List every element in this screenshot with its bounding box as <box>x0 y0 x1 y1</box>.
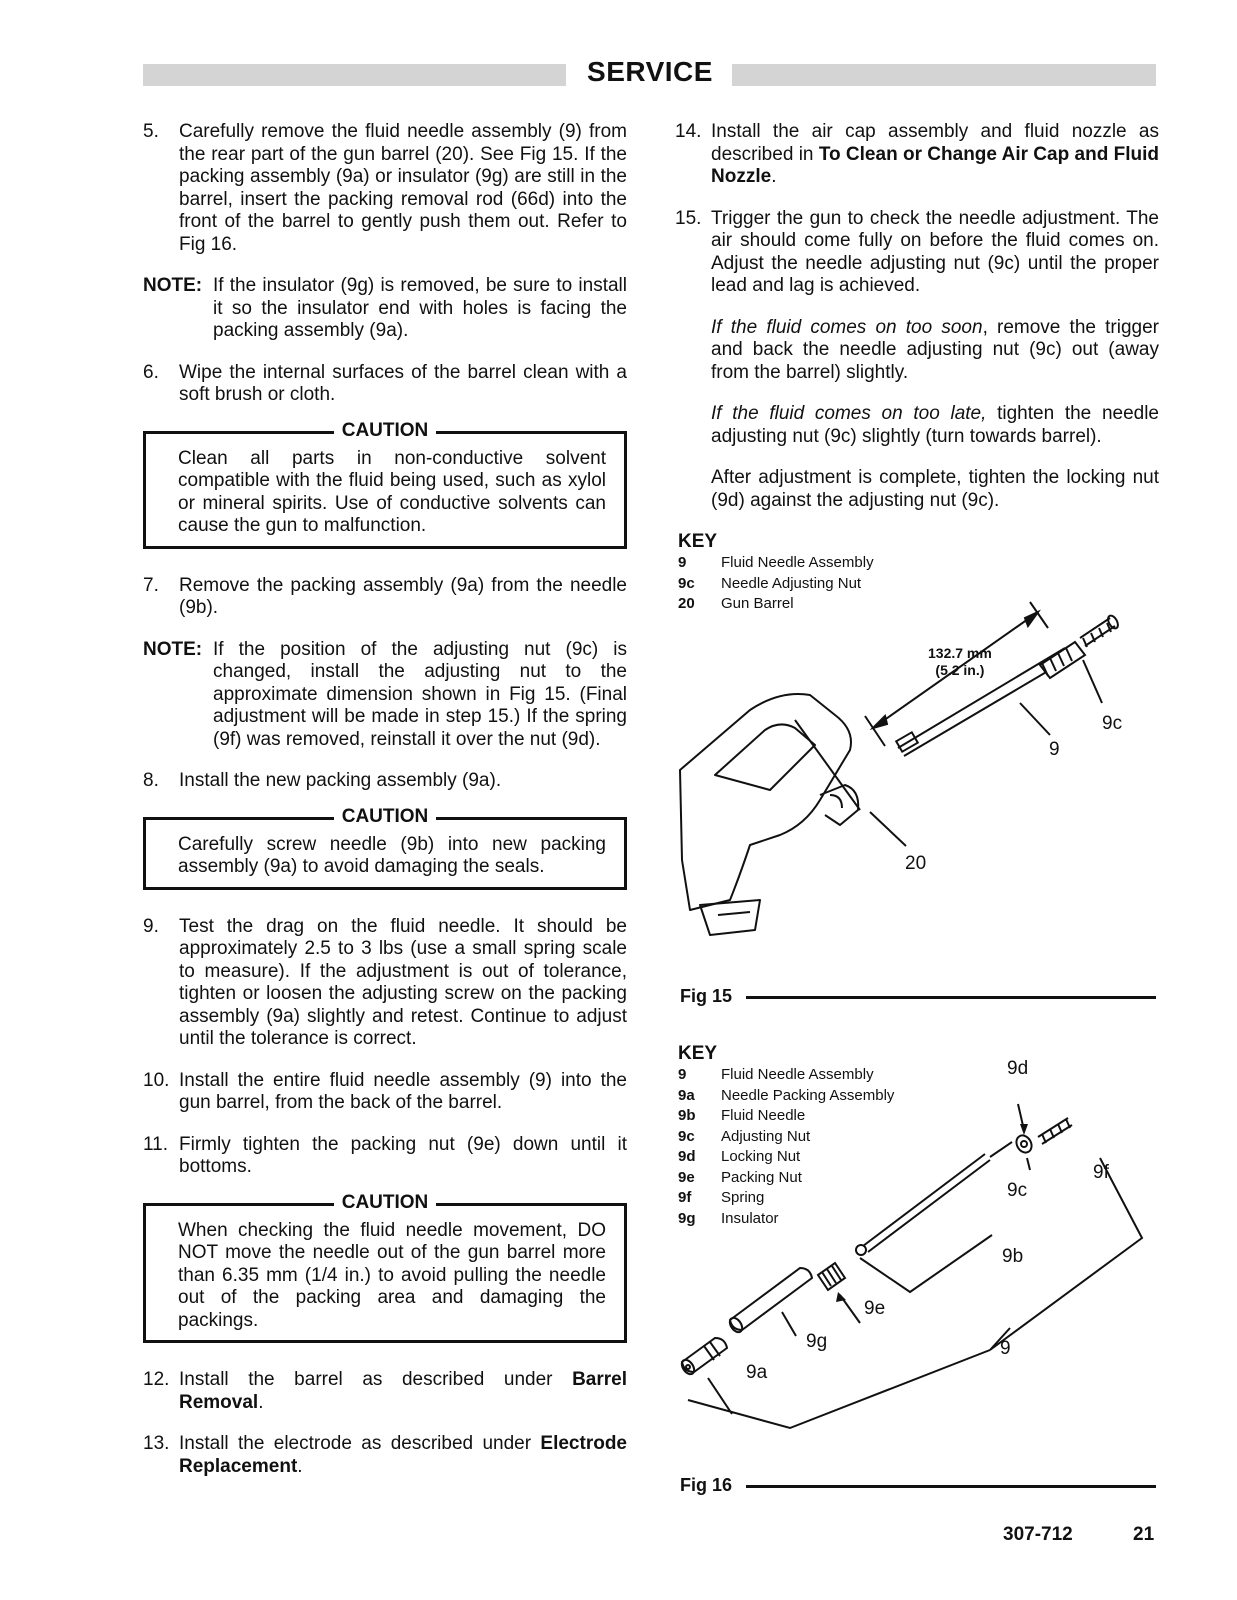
note-label: NOTE: <box>143 275 203 296</box>
step-9 <box>143 916 627 1051</box>
step-number: 15. <box>675 207 702 229</box>
key-row: 9 Fluid Needle Assembly <box>678 554 874 571</box>
fig15-callout-9c: 9c <box>1102 713 1123 734</box>
note-2 <box>143 639 627 752</box>
page-title: SERVICE <box>587 56 713 87</box>
step-13 <box>143 1433 627 1478</box>
section-reference: To Clean or Change Air Cap and Fluid Nozzle <box>711 143 1159 187</box>
right-column <box>675 121 1159 531</box>
key-row: 20 Gun Barrel <box>678 595 794 612</box>
caution-label: CAUTION <box>334 806 437 827</box>
caution-text: Clean all parts in non-conductive solvent compatible with the fluid being used, such as xylol or mineral spirits. Use of conductive solvents can cause the gun to malfunction. <box>178 447 606 536</box>
step-number: 9. <box>143 915 159 937</box>
step-number: 8. <box>143 770 159 791</box>
section-reference: Barrel Removal <box>179 1369 627 1413</box>
step-text: Install the barrel as described under Barrel Removal. <box>179 1369 627 1413</box>
step-text: Carefully remove the fluid needle assembly (9) from the rear part of the gun barrel (20). See Fig 15. If the packing assembly (9a) or insulator (9g) are still in the barrel, insert the packing removal rod (66d) into the front of the barrel to gently push them out. Refer to Fig 16. <box>179 121 627 255</box>
paragraph-too-late: If the fluid comes on too late, tighten the needle adjusting nut (9c) slightly (turn towards barrel). <box>711 403 1159 447</box>
step-text: Wipe the internal surfaces of the barrel clean with a soft brush or cloth. <box>179 361 627 405</box>
key-row: 9f Spring <box>678 1189 765 1206</box>
step-text: Install the entire fluid needle assembly (9) into the gun barrel, from the back of the barrel. <box>179 1069 627 1113</box>
fig16-callout-9c: 9c <box>1007 1180 1028 1201</box>
step-number: 14. <box>675 121 702 142</box>
key-row: 9b Fluid Needle <box>678 1107 806 1124</box>
key-row: 9 Fluid Needle Assembly <box>678 1066 874 1083</box>
step-text: Trigger the gun to check the needle adjustment. The air should come fully on before the fluid comes on. Adjust the needle adjusting nut (9c) until the proper lead and lag is achieved. <box>711 207 1159 296</box>
key-row: 9d Locking Nut <box>678 1148 801 1165</box>
fig15-dimension-label: 132.7 mm (5.2 in.) <box>928 645 992 678</box>
caution-label: CAUTION <box>334 420 437 441</box>
step-text: Install the electrode as described under Electrode Replacement. <box>179 1433 627 1477</box>
step-text: Test the drag on the fluid needle. It should be approximately 2.5 to 3 lbs (use a small spring scale to measure). If the adjustment is out of tolerance, tighten or loosen the adjusting screw on the packing assembly (9a) slightly and retest. Continue to adjust until the tolerance is correct. <box>179 915 627 1049</box>
key-row: 9c Adjusting Nut <box>678 1127 811 1145</box>
step-number: 5. <box>143 121 159 142</box>
step-text: Remove the packing assembly (9a) from the needle (9b). <box>179 574 627 618</box>
note-1 <box>143 275 627 343</box>
step-14 <box>675 121 1159 189</box>
step-number: 11. <box>143 1133 169 1155</box>
step-7 <box>143 575 627 620</box>
key-title: KEY <box>678 1043 718 1064</box>
note-text: If the insulator (9g) is removed, be sure to install it so the insulator end with holes is facing the packing assembly (9a). <box>213 275 627 341</box>
paragraph-after-adjustment: After adjustment is complete, tighten the locking nut (9d) against the adjusting nut (9c). <box>711 467 1159 511</box>
step-text: Install the air cap assembly and fluid nozzle as described in To Clean or Change Air Cap and Fluid Nozzle. <box>711 121 1159 187</box>
fig16-rule <box>746 1485 1156 1488</box>
step-12 <box>143 1369 627 1414</box>
note-text: If the position of the adjusting nut (9c) is changed, install the adjusting nut to the approximate dimension shown in Fig 15. (Final adjustment will be made in step 15.) If the spring (9f) was removed, reinstall it over the nut (9d). <box>213 638 627 750</box>
step-8 <box>143 770 627 793</box>
fig16-callout-9e: 9e <box>864 1298 886 1319</box>
key-title: KEY <box>678 531 718 552</box>
fig16-callout-9b: 9b <box>1002 1246 1024 1267</box>
caution-box-1 <box>143 419 627 549</box>
step-text: Install the new packing assembly (9a). <box>179 770 502 791</box>
fig16-callout-9f: 9f <box>1093 1162 1109 1183</box>
fig16-illustration <box>670 1080 1170 1440</box>
header-bar-right <box>732 64 1156 86</box>
page-number: 21 <box>1133 1524 1155 1545</box>
step-number: 12. <box>143 1369 170 1390</box>
step-6 <box>143 362 627 407</box>
fig15-label: Fig 15 <box>680 986 733 1006</box>
step-number: 13. <box>143 1433 170 1454</box>
step-number: 7. <box>143 574 159 596</box>
fig15-rule <box>746 996 1156 999</box>
fig15-illustration <box>670 600 1170 950</box>
key-row: 9e Packing Nut <box>678 1168 802 1186</box>
key-row: 9c Needle Adjusting Nut <box>678 574 862 592</box>
step-5 <box>143 121 627 256</box>
caution-label: CAUTION <box>334 1192 437 1213</box>
note-label: NOTE: <box>143 638 203 660</box>
caution-text: When checking the fluid needle movement, DO NOT move the needle out of the gun barrel more than 6.35 mm (1/4 in.) to avoid pulling the needle out of the packing area and damaging the packings. <box>178 1219 606 1331</box>
step-11 <box>143 1134 627 1179</box>
caution-box-2 <box>143 805 627 890</box>
fig16-callout-9: 9 <box>1000 1338 1011 1359</box>
key-row: 9g Insulator <box>678 1209 779 1227</box>
step-number: 6. <box>143 361 159 383</box>
caution-text: Carefully screw needle (9b) into new packing assembly (9a) to avoid damaging the seals. <box>178 833 606 877</box>
fig16-callout-9a: 9a <box>746 1362 768 1383</box>
paragraph-too-soon: If the fluid comes on too soon, remove the trigger and back the needle adjusting nut (9c) out (away from the barrel) slightly. <box>711 316 1159 383</box>
step-15 <box>675 208 1159 298</box>
step-text: Firmly tighten the packing nut (9e) down until it bottoms. <box>179 1133 627 1177</box>
key-row: 9a Needle Packing Assembly <box>678 1086 895 1104</box>
fig16-callout-9g: 9g <box>806 1331 828 1352</box>
fig15-callout-20: 20 <box>905 853 927 874</box>
left-column <box>143 121 627 1497</box>
step-10 <box>143 1070 627 1115</box>
fig16-label: Fig 16 <box>680 1475 733 1495</box>
caution-box-3 <box>143 1191 627 1344</box>
section-reference: Electrode Replacement <box>179 1433 627 1477</box>
fig16-callout-9d: 9d <box>1007 1058 1029 1079</box>
document-number: 307-712 <box>1003 1524 1073 1545</box>
step-number: 10. <box>143 1069 170 1091</box>
header-bar-left <box>143 64 566 86</box>
fig15-callout-9: 9 <box>1049 739 1060 760</box>
